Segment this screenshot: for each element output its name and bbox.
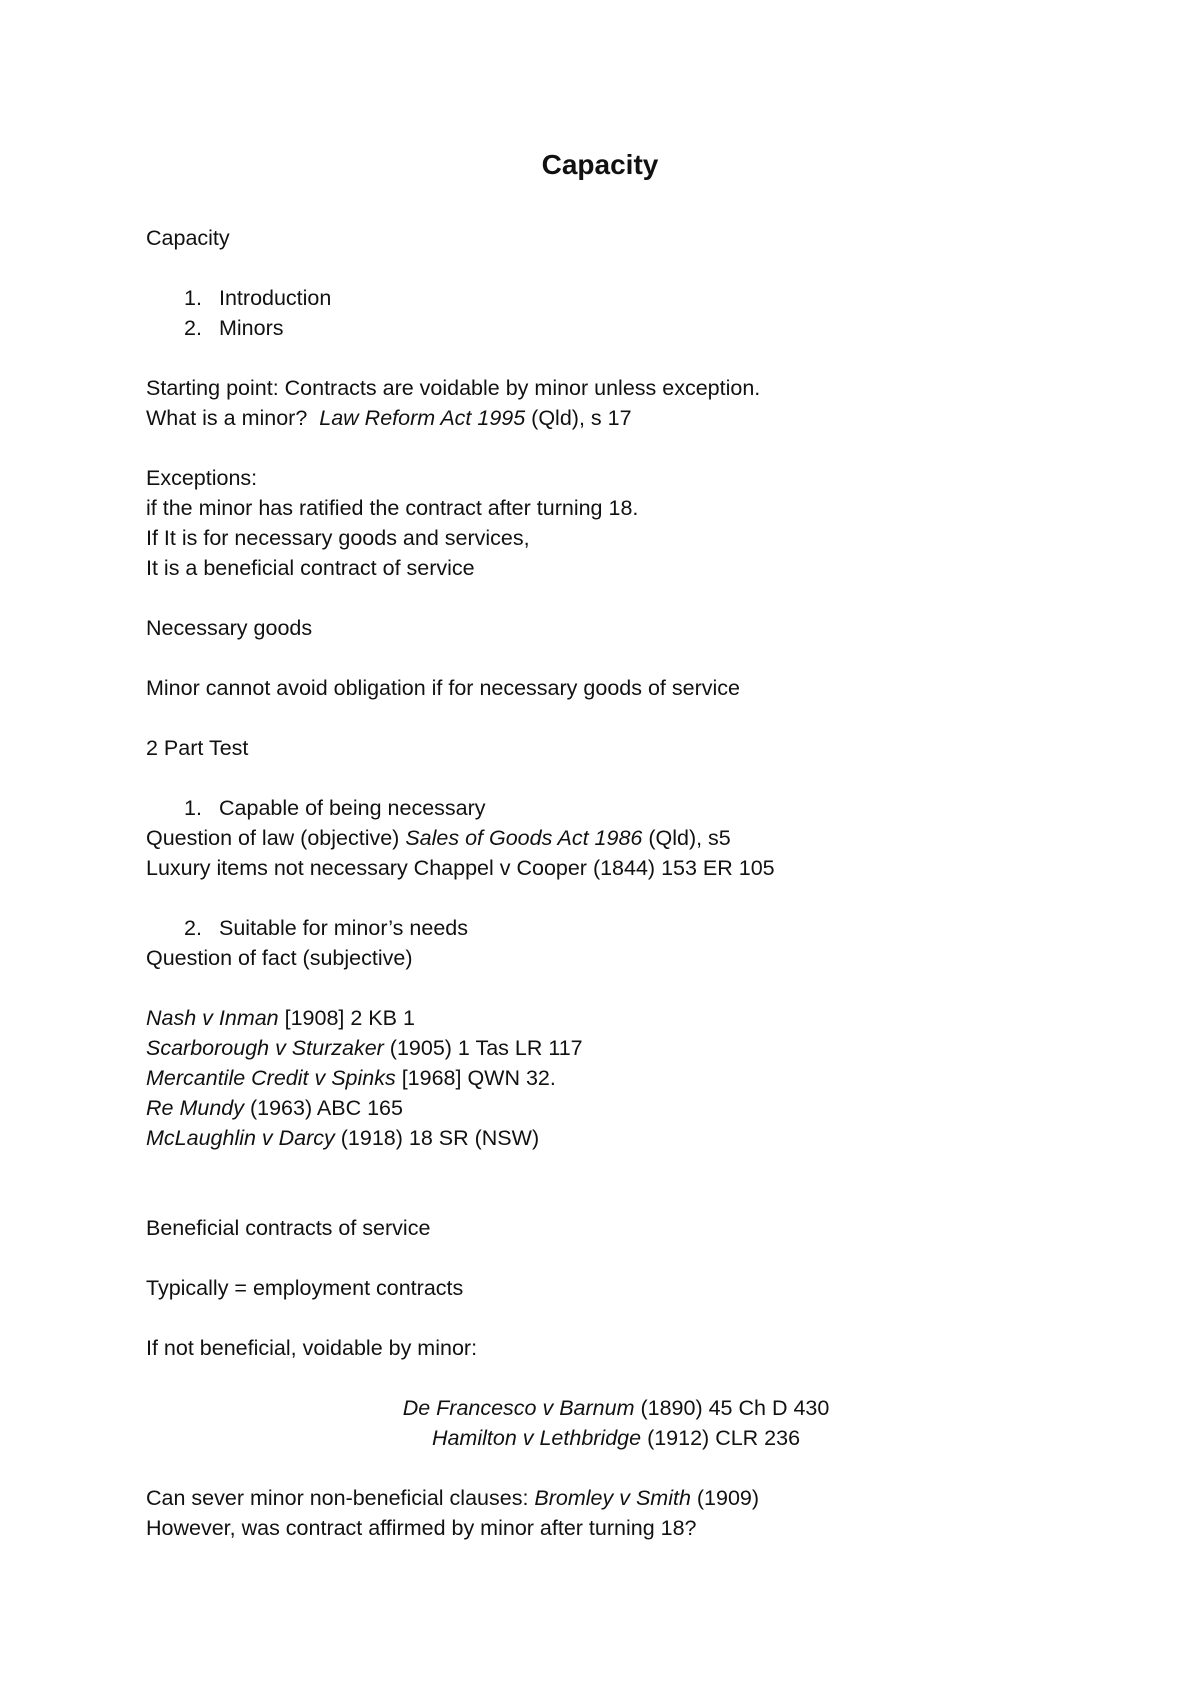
- exception-item: If It is for necessary goods and services,: [146, 526, 530, 550]
- test-heading: 2 Part Test: [146, 736, 249, 760]
- question-of-fact: Question of fact (subjective): [146, 946, 413, 970]
- question-of-law-prefix: Question of law (objective): [146, 826, 406, 850]
- case-citation: [146, 1033, 1106, 1063]
- case-reference: (1912) CLR 236: [641, 1426, 801, 1450]
- case-citation: [146, 1393, 1086, 1423]
- case-reference: (1963) ABC 165: [244, 1096, 403, 1120]
- exceptions-heading: Exceptions:: [146, 466, 258, 490]
- case-name: Bromley v Smith: [534, 1486, 691, 1510]
- exception-item: if the minor has ratified the contract after turning 18.: [146, 496, 639, 520]
- test-part-label: Suitable for minor’s needs: [219, 916, 468, 940]
- outline-item: [146, 313, 1106, 343]
- case-reference: (1909): [690, 1486, 760, 1510]
- case-citation: [146, 1003, 1106, 1033]
- case-reference: [1968] QWN 32.: [395, 1066, 556, 1090]
- question-of-law-suffix: (Qld), s5: [642, 826, 731, 850]
- outline-label: Minors: [219, 316, 284, 340]
- necessary-goods-rule: Minor cannot avoid obligation if for necessary goods of service: [146, 676, 740, 700]
- outline-number: 2.: [184, 316, 202, 340]
- exception-item: It is a beneficial contract of service: [146, 556, 475, 580]
- case-reference: (1905) 1 Tas LR 117: [383, 1036, 583, 1060]
- luxury-items: Luxury items not necessary Chappel v Cooper (1844) 153 ER 105: [146, 856, 775, 880]
- sever-line: [146, 1483, 1106, 1513]
- sever-prefix: Can sever minor non-beneficial clauses:: [146, 1486, 535, 1510]
- case-citation: [146, 1093, 1106, 1123]
- case-citation: [146, 1423, 1086, 1453]
- document-title: Capacity: [541, 149, 659, 180]
- test-part-number: 1.: [184, 796, 202, 820]
- what-is-minor-prefix: What is a minor?: [146, 406, 320, 430]
- typically-line: Typically = employment contracts: [146, 1276, 464, 1300]
- case-name: Re Mundy: [146, 1096, 244, 1120]
- case-name: Mercantile Credit v Spinks: [146, 1066, 396, 1090]
- section-heading: Capacity: [146, 226, 230, 250]
- case-reference: [1908] 2 KB 1: [278, 1006, 415, 1030]
- what-is-minor: [146, 403, 1106, 433]
- test-part-number: 2.: [184, 916, 202, 940]
- case-reference: (1890) 45 Ch D 430: [634, 1396, 830, 1420]
- case-name: De Francesco v Barnum: [402, 1396, 635, 1420]
- law-reform-act: Law Reform Act 1995: [319, 406, 526, 430]
- case-name: McLaughlin v Darcy: [146, 1126, 335, 1150]
- case-name: Hamilton v Lethbridge: [431, 1426, 642, 1450]
- sale-of-goods-act: Sales of Goods Act 1986: [405, 826, 643, 850]
- case-name: Scarborough v Sturzaker: [146, 1036, 384, 1060]
- test-part-label: Capable of being necessary: [219, 796, 486, 820]
- outline-item: [146, 283, 1106, 313]
- outline-number: 1.: [184, 286, 202, 310]
- outline-label: Introduction: [219, 286, 332, 310]
- necessary-goods-heading: Necessary goods: [146, 616, 313, 640]
- document-body: [146, 223, 1106, 1543]
- starting-point: Starting point: Contracts are voidable by minor unless exception.: [146, 376, 761, 400]
- what-is-minor-suffix: (Qld), s 17: [525, 406, 632, 430]
- affirmed-line: However, was contract affirmed by minor after turning 18?: [146, 1516, 697, 1540]
- case-citation: [146, 1063, 1106, 1093]
- test-part-1: [146, 793, 1106, 823]
- question-of-law: [146, 823, 1106, 853]
- case-reference: (1918) 18 SR (NSW): [334, 1126, 540, 1150]
- test-part-2: [146, 913, 1106, 943]
- case-name: Nash v Inman: [146, 1006, 279, 1030]
- beneficial-heading: Beneficial contracts of service: [146, 1216, 431, 1240]
- not-beneficial-line: If not beneficial, voidable by minor:: [146, 1336, 478, 1360]
- case-citation: [146, 1123, 1106, 1153]
